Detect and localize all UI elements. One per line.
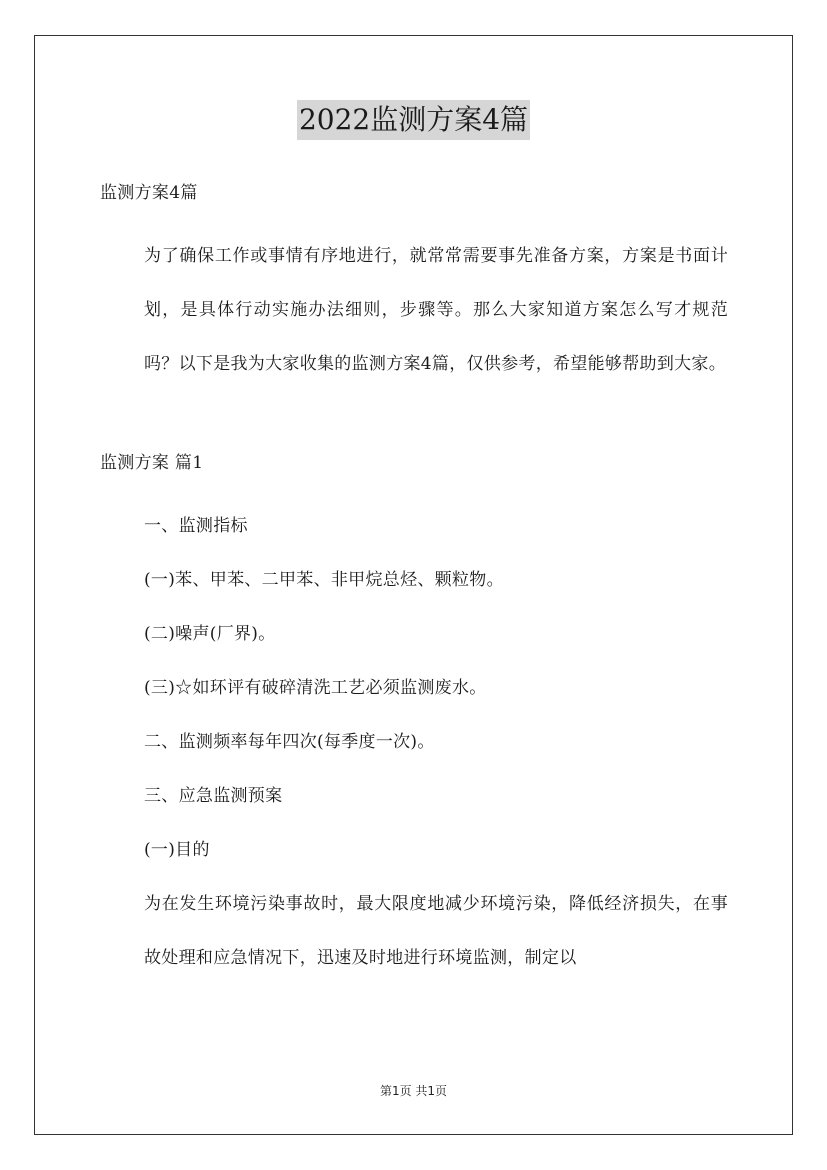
list-item: (一)苯、甲苯、二甲苯、非甲烷总烃、颗粒物。 (144, 570, 504, 590)
document-title: 2022监测方案4篇 (297, 100, 530, 140)
list-item: 一、监测指标 (144, 516, 248, 536)
item-list (100, 499, 728, 877)
list-item: (三)☆如环评有破碎清洗工艺必须监测废水。 (144, 678, 487, 698)
intro-paragraph: 为了确保工作或事情有序地进行，就常常需要事先准备方案，方案是书面计划，是具体行动实施办法细则，步骤等。那么大家知道方案怎么写才规范吗？以下是我为大家收集的监测方案4篇，仅供参考，希望能够帮助到大家。 (144, 246, 728, 374)
title-container (0, 100, 827, 140)
section-heading: 监测方案 篇1 (100, 453, 204, 473)
list-item: 二、监测频率每年四次(每季度一次)。 (144, 732, 435, 752)
list-item: 三、应急监测预案 (144, 786, 283, 806)
page-footer: 第1页 共1页 (379, 1084, 448, 1098)
closing-paragraph: 为在发生环境污染事故时，最大限度地减少环境污染，降低经济损失，在事故处理和应急情况下，迅速及时地进行环境监测，制定以 (144, 894, 728, 968)
spacer (100, 391, 728, 445)
document-body (100, 175, 728, 985)
list-item: (二)噪声(厂界)。 (144, 624, 276, 644)
document-subtitle: 监测方案4篇 (100, 183, 198, 203)
list-item: (一)目的 (144, 840, 210, 860)
